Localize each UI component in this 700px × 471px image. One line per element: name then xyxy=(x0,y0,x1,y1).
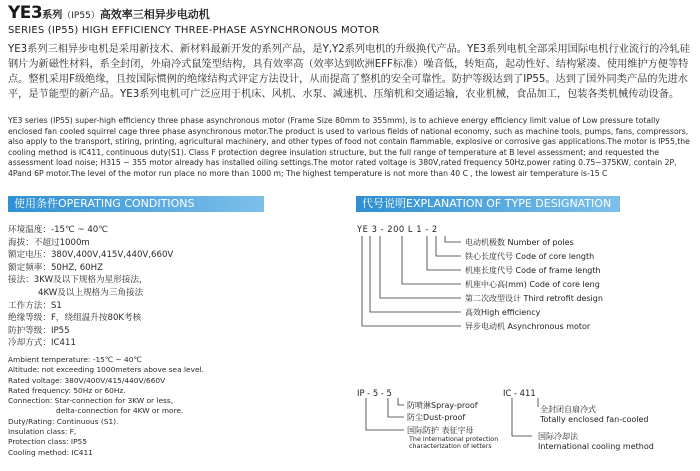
condition-item-en: Rated frequency: 50Hz or 60Hz. xyxy=(8,385,126,395)
designation-label: 第二次改型设计 Third retrofit design xyxy=(465,294,603,303)
condition-item: 接法：3KW及以下规格为星形接法， xyxy=(8,275,148,286)
designation-label: 铁心长度代号 Code of core length xyxy=(465,252,595,261)
condition-item-en: Ambient temperature: -15℃ ~ 40℃ xyxy=(8,355,142,364)
condition-item-en: Altitude: not exceeding 1000meters above sea level. xyxy=(8,365,204,375)
ip-label: （IP55） xyxy=(62,11,100,21)
condition-item-en: Insulation class: F, xyxy=(8,427,77,437)
condition-item-en: delta-connection for 4KW or more. xyxy=(56,406,184,416)
condition-item-en: Cooling method: IC411 xyxy=(8,447,93,457)
series-label: 系列 xyxy=(42,10,63,21)
ip-label: 防尘Dust-proof xyxy=(407,413,466,422)
condition-item: 冷却方式：IC411 xyxy=(8,338,76,349)
ic-label: International cooling method xyxy=(538,442,654,451)
condition-item: 额定频率：50HZ, 60HZ xyxy=(8,262,104,273)
condition-item: 绝缘等级：F，绕组温升按80K考核 xyxy=(8,313,142,324)
designation-code: YE 3 - 200 L 1 - 2 xyxy=(357,224,438,234)
condition-item: 防护等级：IP55 xyxy=(8,325,70,336)
subtitle-en: SERIES (IP55) HIGH EFFICIENCY THREE-PHASE ASYNCHRONOUS MOTOR xyxy=(8,25,380,36)
title-cn: 高效率三相异步电动机 xyxy=(99,8,210,21)
condition-item: 额定电压：380V,400V,415V,440V,660V xyxy=(8,250,174,261)
designation-label: 异步电动机 Asynchronous motor xyxy=(465,322,591,331)
condition-item: 海拔：不超过1000m xyxy=(8,237,90,248)
ic-label: 全封闭自扇冷式 xyxy=(540,405,596,414)
intro-en-paragraph: YE3 series (IP55) super-high efficiency three phase asynchronous motor (Frame Size 80mm to 355mm), is to achieve energy efficiency limit value of Low pressure totally enclosed fan cooled squirrel cage three phase asynchronous motor.The product is used to various fields of national economy, such as machine tools, pumps, fans, compressors, also apply to the transport, stiring, printing, agricultural machinery, and other types of food not contain flammable, explosive or corrosive gas applications.The motor is IP55,the cooling method is IC411, continuous duty(S1). Class F protection degree insulation structure, but the full range of temperature at B level assessment; and requested the assessment load noise; H315 ~ 355 motor already has installed oiling settings.The motor rated voltage is 380V,rated frequency 50Hz,power rating 0.75~375KW, contain 2P, 4Pand 6P motor.The level of the motor run place no more than 1000 m; The highest temperature is not more than 40 C , the lowest air temperature is-15 C xyxy=(8,116,690,178)
ic-label: 国际冷却法 xyxy=(538,432,578,441)
condition-item-en: Protection class: IP55 xyxy=(8,437,87,447)
ip-label: 国际防护 表征字母 xyxy=(407,426,474,435)
ip-small-label: characterization of letters xyxy=(409,442,492,450)
designation-label: 高效High efficiency xyxy=(465,308,541,317)
ip-code: IP - 5 - 5 xyxy=(357,388,392,398)
model-name: YE3 xyxy=(8,3,43,23)
condition-item: 环境温度：-15℃ ~ 40℃ xyxy=(8,225,108,235)
ip-small-label: The international protection xyxy=(409,435,499,443)
ic-code: IC - 411 xyxy=(503,388,536,398)
ip-label: 防喷淋Spray-proof xyxy=(407,401,478,410)
condition-item: 4KW及以上规格为三角接法 xyxy=(38,287,144,298)
condition-item-en: Connection: Star-connection for 3KW or less, xyxy=(8,396,174,406)
condition-item-en: Duty/Rating: Continuous (S1). xyxy=(8,416,119,426)
designation-label: 电动机极数 Number of poles xyxy=(465,238,574,247)
ic-label: Totally enclosed fan-cooled xyxy=(540,415,649,424)
designation-label: 机座长度代号 Code of frame length xyxy=(465,266,601,275)
intro-cn-paragraph: YE3系列三相异步电机是采用新技术、新材料最新开发的系列产品，是Y,Y2系列电机的升级换代产品。YE3系列电机全部采用国际电机行业流行的冷轧硅钢片为新磁性材料，系全封闭，外扇冷式鼠笼型结构，具有效率高（效率达到欧洲EFF标准）噪音低，转矩高，起动性好、结构紧凑、使用维护方便等特点。整机采用F级绝缘，且按国际惯例的绝缘结构式评定方法设计，从而提高了整机的安全可靠性。防护等级达到了IP55。达到了国外同类产品的先进水平，是节能型的新产品。YE3系列电机可广泛应用于机床、风机、水泵、减速机、压缩机和交通运输，农业机械，食品加工，包装各类机械传动设备。 xyxy=(8,44,690,100)
designation-label: 机座中心高(mm) Code of core leng xyxy=(465,280,600,289)
conditions-section-bar: 使用条件OPERATING CONDITIONS xyxy=(8,196,264,212)
condition-item: 工作方法：S1 xyxy=(8,300,62,311)
condition-item-en: Rated voltage: 380V/400V/415/440V/660V xyxy=(8,375,166,385)
explanation-section-bar: 代号说明EXPLANATION OF TYPE DESIGNATION xyxy=(356,196,620,212)
